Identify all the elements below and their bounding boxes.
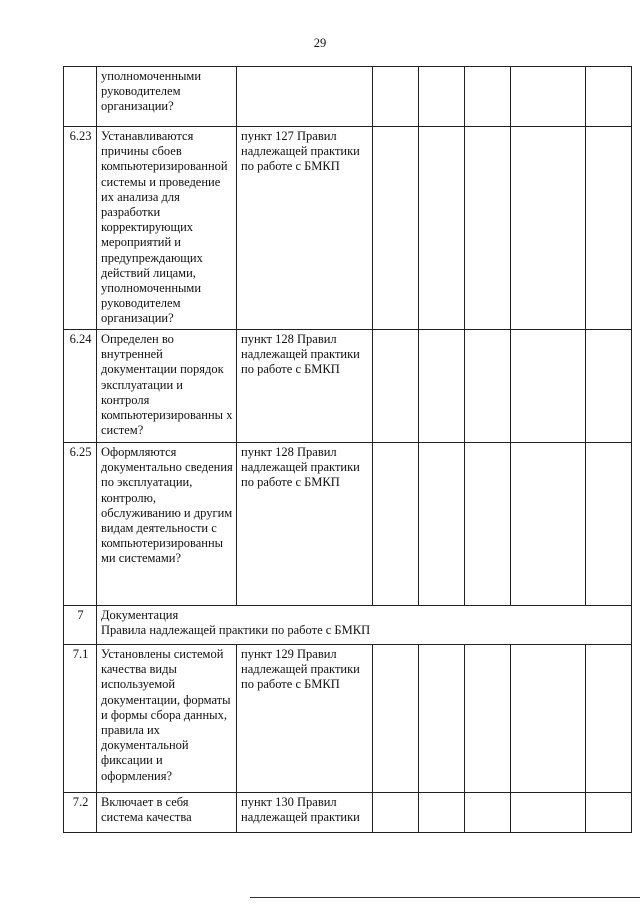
footer-rule [250, 897, 640, 898]
table-row [64, 127, 632, 330]
section-subtitle: Правила надлежащей практики по работе с БМКП [101, 623, 371, 638]
row-number: 6.23 [64, 127, 97, 330]
answer-no-cell[interactable] [419, 330, 465, 443]
answer-na-cell[interactable] [465, 67, 511, 127]
page-number: 29 [313, 36, 327, 50]
answer-note-cell[interactable] [586, 443, 632, 606]
requirement-question: Установлены системой качества виды используемой документации, форматы и формы сбора данных, правила их документальной фиксации и оформления? [97, 645, 237, 793]
answer-no-cell[interactable] [419, 127, 465, 330]
section-row [64, 606, 632, 645]
requirement-question: Включает в себя система качества [97, 793, 237, 833]
table-row [64, 793, 632, 833]
legal-reference: пункт 129 Правил надлежащей практики по работе с БМКП [237, 645, 373, 793]
row-number: 6.24 [64, 330, 97, 443]
section-header-cell [97, 606, 632, 645]
answer-yes-cell[interactable] [373, 330, 419, 443]
requirement-question: Определен во внутренней документации порядок эксплуатации и контроля компьютеризированны х систем? [97, 330, 237, 443]
answer-comment-cell[interactable] [511, 443, 586, 606]
answer-yes-cell[interactable] [373, 443, 419, 606]
answer-note-cell[interactable] [586, 793, 632, 833]
answer-yes-cell[interactable] [373, 127, 419, 330]
answer-comment-cell[interactable] [511, 330, 586, 443]
answer-yes-cell[interactable] [373, 645, 419, 793]
row-number: 7.2 [64, 793, 97, 833]
table-row [64, 67, 632, 127]
answer-no-cell[interactable] [419, 443, 465, 606]
answer-note-cell[interactable] [586, 67, 632, 127]
answer-na-cell[interactable] [465, 330, 511, 443]
answer-note-cell[interactable] [586, 127, 632, 330]
answer-na-cell[interactable] [465, 443, 511, 606]
answer-note-cell[interactable] [586, 645, 632, 793]
answer-no-cell[interactable] [419, 793, 465, 833]
row-number: 6.25 [64, 443, 97, 606]
table-row [64, 645, 632, 793]
answer-yes-cell[interactable] [373, 67, 419, 127]
answer-na-cell[interactable] [465, 127, 511, 330]
answer-yes-cell[interactable] [373, 793, 419, 833]
legal-reference: пункт 130 Правил надлежащей практики [237, 793, 373, 833]
requirement-question: Оформляются документально сведения по эксплуатации, контролю, обслуживанию и другим видам деятельности с компьютеризированны ми системами? [97, 443, 237, 606]
legal-reference: пункт 127 Правил надлежащей практики по работе с БМКП [237, 127, 373, 330]
checklist-table [63, 66, 632, 833]
answer-comment-cell[interactable] [511, 793, 586, 833]
answer-no-cell[interactable] [419, 67, 465, 127]
answer-comment-cell[interactable] [511, 127, 586, 330]
legal-reference [237, 67, 373, 127]
answer-comment-cell[interactable] [511, 645, 586, 793]
requirement-question: уполномоченными руководителем организации? [97, 67, 237, 127]
row-number [64, 67, 97, 127]
answer-comment-cell[interactable] [511, 67, 586, 127]
legal-reference: пункт 128 Правил надлежащей практики по работе с БМКП [237, 443, 373, 606]
answer-note-cell[interactable] [586, 330, 632, 443]
section-number: 7 [64, 606, 97, 645]
legal-reference: пункт 128 Правил надлежащей практики по работе с БМКП [237, 330, 373, 443]
row-number: 7.1 [64, 645, 97, 793]
table-row [64, 330, 632, 443]
requirement-question: Устанавливаются причины сбоев компьютеризированной системы и проведение их анализа для разработки корректирующих мероприятий и предупреждающих действий лицами, уполномоченными руководителем организации? [97, 127, 237, 330]
answer-na-cell[interactable] [465, 645, 511, 793]
answer-no-cell[interactable] [419, 645, 465, 793]
table-row [64, 443, 632, 606]
section-title: Документация [101, 608, 179, 622]
answer-na-cell[interactable] [465, 793, 511, 833]
